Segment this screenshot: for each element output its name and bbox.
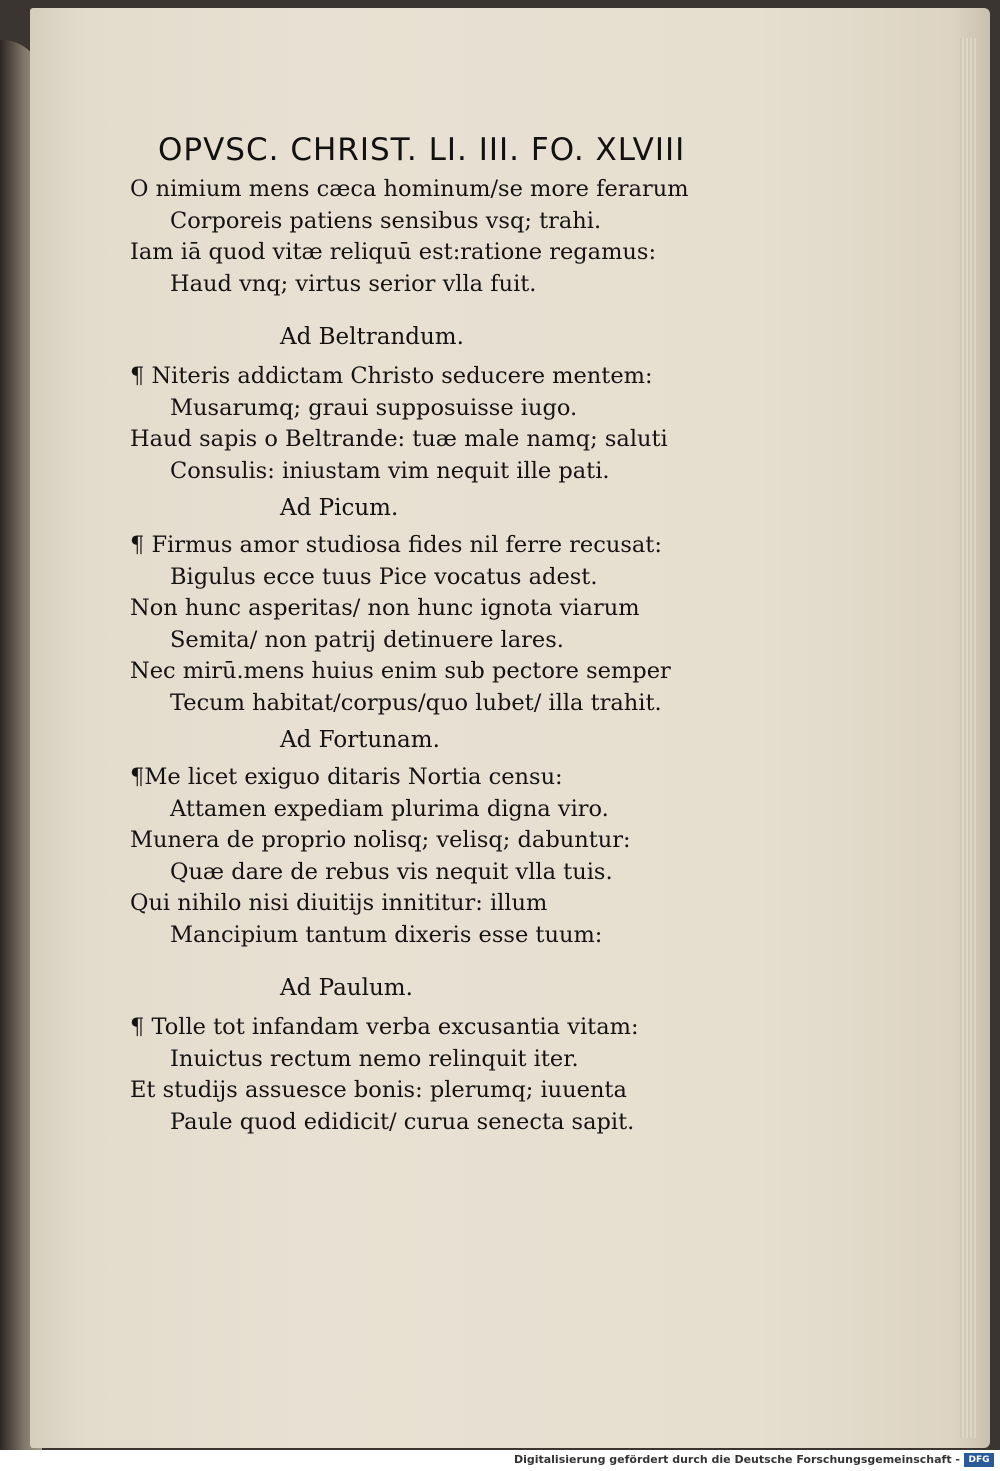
- verse-line: Attamen expediam plurima digna viro.: [170, 795, 609, 822]
- running-head: OPVSC. CHRIST. LI. III. FO. XLVIII: [158, 132, 686, 168]
- verse-line: ¶ Tolle tot infandam verba excusantia vitam:: [130, 1014, 639, 1040]
- poem-title: Ad Picum.: [280, 495, 399, 521]
- dfg-logo-icon: DFG: [964, 1453, 994, 1467]
- verse-line: Bigulus ecce tuus Pice vocatus adest.: [170, 563, 598, 590]
- page-fore-edge: [960, 38, 978, 1438]
- verse-line: Tecum habitat/corpus/quo lubet/ illa trahit.: [170, 689, 662, 716]
- verse-line: Quæ dare de rebus vis nequit vlla tuis.: [170, 858, 613, 885]
- verse-line: Nec mirū.mens huius enim sub pectore semper: [130, 658, 671, 684]
- verse-line: Non hunc asperitas/ non hunc ignota viarum: [130, 595, 640, 621]
- poem: [130, 493, 790, 719]
- verse-line: Munera de proprio nolisq; velisq; dabuntur:: [130, 827, 631, 853]
- poem: [130, 322, 790, 487]
- verse-line: Musarumq; graui supposuisse iugo.: [170, 394, 578, 421]
- poem: [130, 973, 790, 1138]
- verse-line: ¶Me licet exiguo ditaris Nortia censu:: [130, 764, 563, 790]
- opening-verses: [130, 174, 790, 300]
- verse-line: Iam iā quod vitæ reliquū est:ratione regamus:: [130, 239, 657, 265]
- verse-line: Mancipium tantum dixeris esse tuum:: [170, 921, 603, 948]
- poem-title: Ad Fortunam.: [280, 727, 440, 753]
- verse-line: Corporeis patiens sensibus vsq; trahi.: [170, 207, 602, 234]
- verse-line: ¶ Niteris addictam Christo seducere mentem:: [130, 363, 653, 389]
- verse-line: Haud vnq; virtus serior vlla fuit.: [170, 270, 537, 297]
- verse-line: Paule quod edidicit/ curua senecta sapit.: [170, 1108, 635, 1135]
- verse-line: Qui nihilo nisi diuitijs innititur: illum: [130, 890, 548, 916]
- poems-container: [130, 322, 790, 1138]
- digitization-footer: [0, 1450, 1000, 1471]
- verse-line: Consulis: iniustam vim nequit ille pati.: [170, 457, 610, 484]
- verse-line: Haud sapis o Beltrande: tuæ male namq; saluti: [130, 426, 668, 452]
- poem-title: Ad Paulum.: [280, 975, 413, 1001]
- verse-line: ¶ Firmus amor studiosa fides nil ferre recusat:: [130, 532, 662, 558]
- poem-title: Ad Beltrandum.: [280, 324, 464, 350]
- verse-line: Inuictus rectum nemo relinquit iter.: [170, 1045, 579, 1072]
- verse-line: Et studijs assuesce bonis: plerumq; iuuenta: [130, 1077, 627, 1103]
- page-text: [130, 132, 790, 1138]
- poem: [130, 725, 790, 951]
- verse-line: O nimium mens cæca hominum/se more ferarum: [130, 176, 689, 202]
- funding-credit: Digitalisierung gefördert durch die Deutsche Forschungsgemeinschaft -: [513, 1453, 960, 1466]
- verse-line: Semita/ non patrij detinuere lares.: [170, 626, 564, 653]
